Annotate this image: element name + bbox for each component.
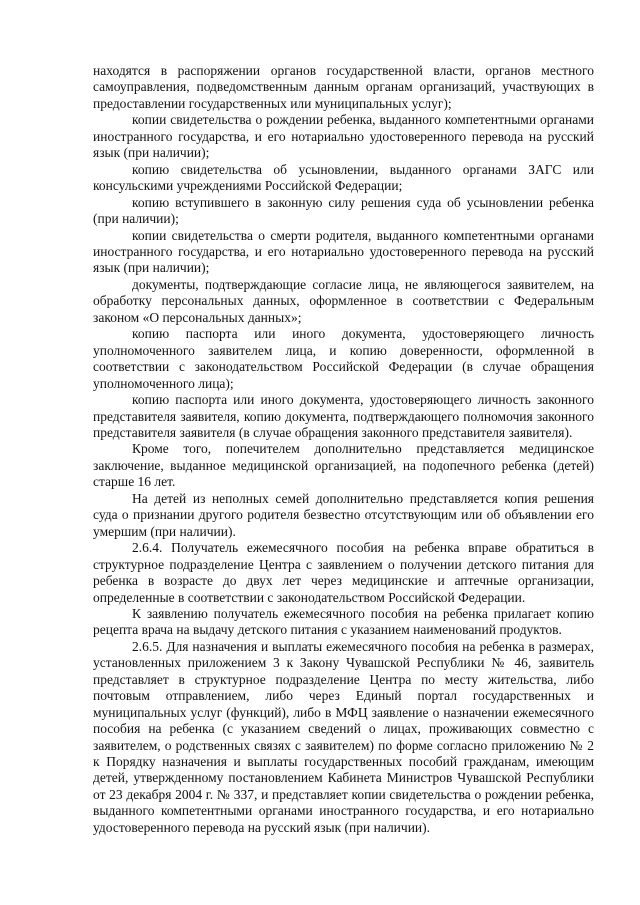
paragraph-death-certificate-foreign: копии свидетельства о смерти родителя, выданного компетентными органами иностранного государства, и его нотариально удостоверенного перевода на русский язык (при наличии); <box>93 227 594 276</box>
paragraph-authorized-person-passport: копию паспорта или иного документа, удостоверяющего личность уполномоченного заявителем лица, и копию доверенности, оформленной в соответствии с законодательством Российской Федерации (в случае обращения уполномоченного лица); <box>93 326 594 391</box>
paragraph-adoption-certificate: копию свидетельства об усыновлении, выданного органами ЗАГС или консульскими учреждениями Российской Федерации; <box>93 161 594 194</box>
paragraph-legal-representative-passport: копию паспорта или иного документа, удостоверяющего личность законного представителя заявителя, копию документа, подтверждающего полномочия законного представителя заявителя (в случае обращения законного представителя заявителя). <box>93 392 594 440</box>
paragraph-continuation: находятся в распоряжении органов государственной власти, органов местного самоуправления, подведомственным данным органам организаций, участвующих в предоставлении государственных или муниципальных услуг); <box>93 63 594 111</box>
paragraph-prescription-copy: К заявлению получатель ежемесячного пособия на ребенка прилагает копию рецепта врача на выдачу детского питания с указанием наименований продуктов. <box>93 605 594 638</box>
paragraph-single-parent-court-decision: На детей из неполных семей дополнительно представляется копия решения суда о признании другого родителя безвестно отсутствующим или об объявлении его умершим (при наличии). <box>93 490 594 539</box>
paragraph-birth-certificate-foreign: копии свидетельства о рождении ребенка, выданного компетентными органами иностранного государства, и его нотариально удостоверенного перевода на русский язык (при наличии); <box>93 112 594 161</box>
paragraph-personal-data-consent: документы, подтверждающие согласие лица, не являющегося заявителем, на обработку персональных данных, оформленное в соответствии с Федеральным законом «О персональных данных»; <box>93 276 594 325</box>
paragraph-section-2-6-5: 2.6.5. Для назначения и выплаты ежемесячного пособия на ребенка в размерах, установленных приложением 3 к Закону Чувашской Республики № 46, заявитель представляет в структурное подразделение Центра по месту жительства, либо почтовым отправлением, либо через Единый портал государственных и муниципальных услуг (функций), либо в МФЦ заявление о назначении ежемесячного пособия на ребенка (с указанием сведений о лицах, проживающих совместно с заявителем, о родственных связях с заявителем) по форме согласно приложению № 2 к Порядку назначения и выплаты государственных пособий гражданам, имеющим детей, утвержденному постановлением Кабинета Министров Чувашской Республики от 23 декабря 2004 г. № 337, и представляет копии свидетельства о рождении ребенка, выданного компетентными органами иностранного государства, и его нотариально удостоверенного перевода на русский язык (при наличии). <box>93 638 594 835</box>
paragraph-section-2-6-4: 2.6.4. Получатель ежемесячного пособия на ребенка вправе обратиться в структурное подразделение Центра с заявлением о получении детского питания для ребенка в возрасте до двух лет через медицинские и аптечные организации, определенные в соответствии с законодательством Российской Федерации. <box>93 540 594 605</box>
document-page <box>93 63 594 836</box>
paragraph-guardian-medical-report: Кроме того, попечителем дополнительно представляется медицинское заключение, выданное медицинской организацией, на подопечного ребенка (детей) старше 16 лет. <box>93 441 594 490</box>
paragraph-court-adoption-decision: копию вступившего в законную силу решения суда об усыновлении ребенка (при наличии); <box>93 194 594 227</box>
